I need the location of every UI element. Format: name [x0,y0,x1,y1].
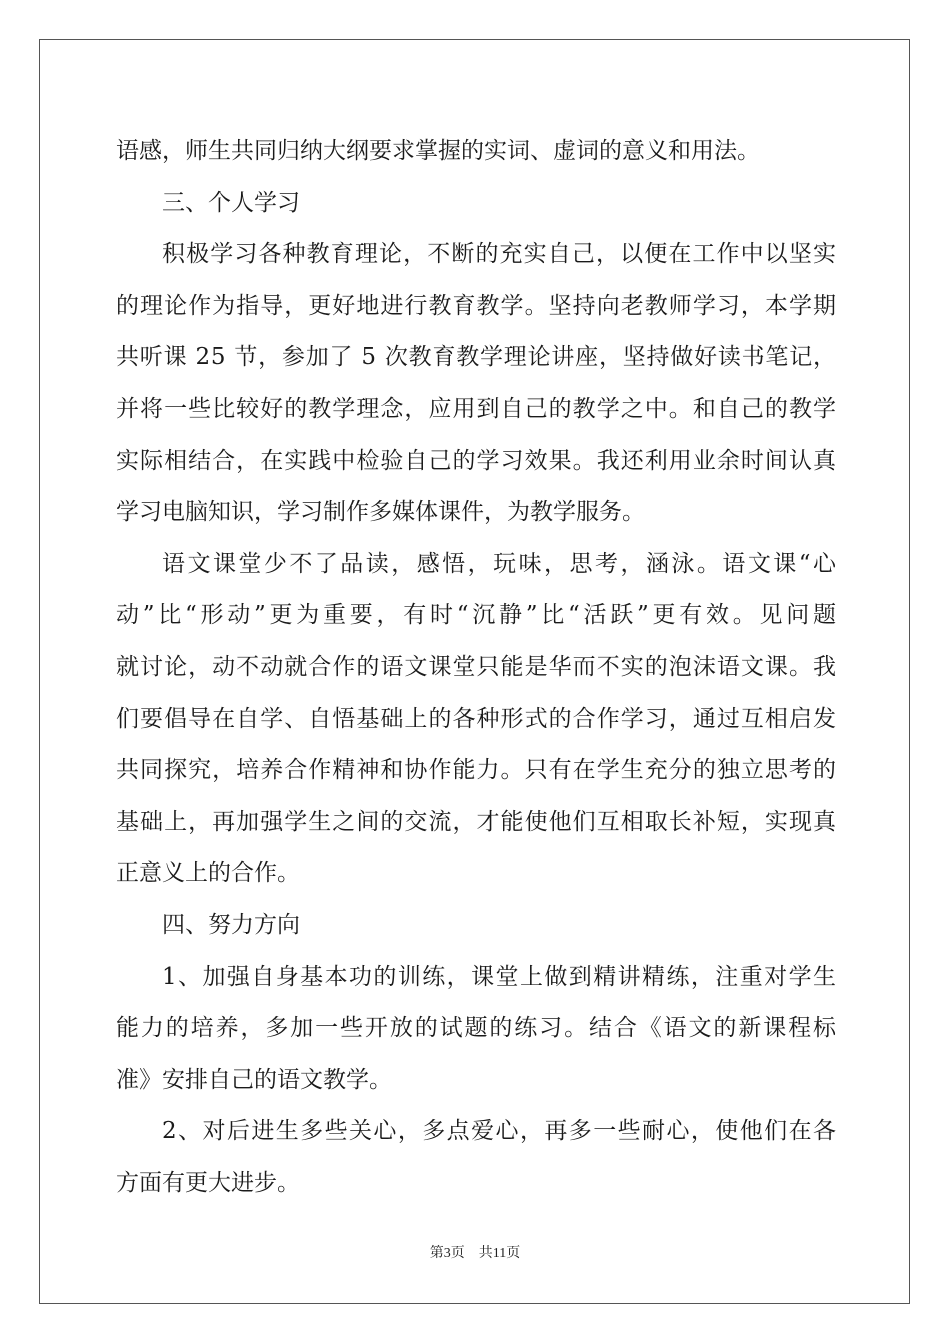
page-footer [0,1242,950,1262]
text-line: 共同探究，培养合作精神和协作能力。只有在学生充分的独立思考的 [116,757,838,784]
text-line: 三、个人学习 [162,189,300,216]
text-line: 并将一些比较好的教学理念，应用到自己的教学之中。和自己的教学 [116,395,838,422]
text-line: 方面有更大进步。 [116,1169,300,1196]
text-line: 1、加强自身基本功的训练，课堂上做到精讲精练，注重对学生 [162,963,838,990]
text-line: 2、对后进生多些关心，多点爱心，再多一些耐心，使他们在各 [162,1118,838,1145]
text-line: 四、努力方向 [162,911,300,938]
text-line: 实际相结合，在实践中检验自己的学习效果。我还利用业余时间认真 [116,447,838,474]
text-line: 共听课 25 节，参加了 5 次教育教学理论讲座，坚持做好读书笔记， [116,344,837,371]
page-total: 共11页 [478,1246,521,1261]
text-line: 积极学习各种教育理论，不断的充实自己，以便在工作中以坚实 [162,241,838,268]
text-line: 就讨论，动不动就合作的语文课堂只能是华而不实的泡沫语文课。我 [116,653,838,680]
text-line: 的理论作为指导，更好地进行教育教学。坚持向老教师学习，本学期 [116,292,838,319]
page-number: 第3页 [429,1246,465,1261]
text-line: 学习电脑知识，学习制作多媒体课件，为教学服务。 [116,499,645,526]
text-line: 能力的培养，多加一些开放的试题的练习。结合《语文的新课程标 [116,1015,838,1042]
text-line: 动”比“形动”更为重要，有时“沉静”比“活跃”更有效。见问题 [116,602,840,629]
text-line: 正意义上的合作。 [116,860,300,887]
text-line: 们要倡导在自学、自悟基础上的各种形式的合作学习，通过互相启发 [116,705,838,732]
document-body [116,126,840,1209]
text-line: 语感，师生共同归纳大纲要求掌握的实词、虚词的意义和用法。 [116,138,760,164]
text-line: 语文课堂少不了品读，感悟，玩味，思考，涵泳。语文课“心 [162,550,839,577]
text-line: 基础上，再加强学生之间的交流，才能使他们互相取长补短，实现真 [116,808,838,835]
text-line: 准》安排自己的语文教学。 [116,1066,392,1093]
